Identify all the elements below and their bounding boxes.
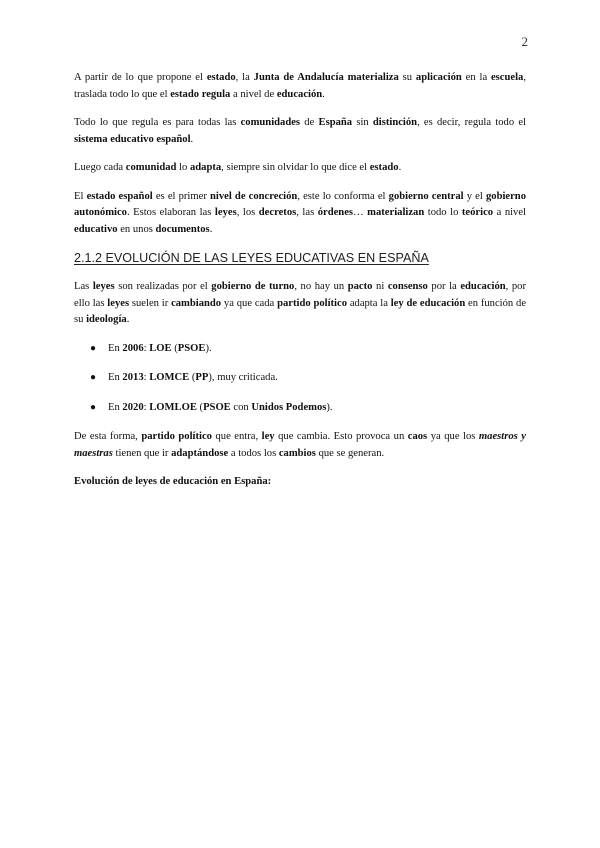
paragraph-comunidades: Todo lo que regula es para todas las comunidades de España sin distinción, es decir, regula todo el sistema educativo español. xyxy=(74,117,526,145)
bold-term: leyes xyxy=(92,281,115,292)
bold-term: ley xyxy=(261,431,275,442)
bold-term: LOMLOE xyxy=(149,401,197,413)
bold-term: ley de educación xyxy=(390,297,466,309)
bold-term: adapta xyxy=(189,162,222,173)
list-item-text: En 2020: LOMLOE (PSOE con Unidos Podemos). xyxy=(108,401,333,413)
paragraph-caos-maestros: De esta forma, partido político que entra, ley que cambia. Esto provoca un caos ya que los maestros y maestras tienen que ir adaptándose a todos los cambios que se generan. xyxy=(74,431,526,459)
bold-term: estado regula xyxy=(170,88,231,100)
bold-term: consenso xyxy=(387,281,428,292)
bold-term: adaptándose xyxy=(171,447,229,459)
bold-term: gobierno de turno xyxy=(211,281,295,292)
bold-term: gobierno central xyxy=(388,190,464,202)
list-item-text: En 2006: LOE (PSOE). xyxy=(108,342,212,354)
list-item xyxy=(74,400,526,417)
bold-term: documentos xyxy=(155,223,210,235)
page-number: 2 xyxy=(521,34,528,49)
bold-term: distinción xyxy=(372,117,418,128)
bold-term: educativo xyxy=(74,223,118,235)
bold-term: LOE xyxy=(149,342,172,354)
bold-term: gobierno autonómico xyxy=(74,190,526,218)
bold-term: caos xyxy=(407,431,428,442)
list-item xyxy=(74,370,526,387)
bold-term: partido político xyxy=(141,431,212,442)
bold-term: cambiando xyxy=(171,297,222,309)
bold-term: maestros y maestras xyxy=(74,431,526,459)
bold-term: 2020 xyxy=(122,401,144,413)
paragraph-niveles-concrecion: El estado español es el primer nivel de concreción, este lo conforma el gobierno central y el gobierno autonómico. Estos elaboran las leyes, los decretos, las órdenes… materializan todo lo teórico a nivel educativo en unos documentos. xyxy=(74,190,526,235)
paragraph-junta-andalucia: A partir de lo que propone el estado, la Junta de Andalucía materializa su aplicación en la escuela, traslada todo lo que el estado regula a nivel de educación. xyxy=(74,72,527,100)
bold-term: sistema educativo español xyxy=(74,133,191,145)
bold-term: Unidos Podemos xyxy=(251,401,327,413)
bold-term: pacto xyxy=(347,281,373,292)
bold-term: educación xyxy=(460,281,506,292)
bold-term: PSOE xyxy=(177,342,206,354)
bold-term: España xyxy=(318,117,353,128)
bold-term: Evolución de leyes de educación en España: xyxy=(74,476,272,487)
paragraph-comunidad-adapta: Luego cada comunidad lo adapta, siempre sin olvidar lo que dice el estado. xyxy=(74,162,402,173)
bold-term: Junta de Andalucía materializa xyxy=(253,72,399,83)
bold-term: PSOE xyxy=(203,401,231,413)
bold-term: partido político xyxy=(277,297,347,309)
bold-term: ideología xyxy=(86,314,127,325)
bold-term: aplicación xyxy=(415,72,462,83)
bold-term: estado español xyxy=(86,190,153,202)
bold-term: comunidad xyxy=(125,162,177,173)
bold-term: 2013 xyxy=(122,372,144,383)
bold-term: estado xyxy=(206,72,236,83)
section-heading: 2.1.2 EVOLUCIÓN DE LAS LEYES EDUCATIVAS EN ESPAÑA xyxy=(74,251,429,265)
bold-term: leyes xyxy=(214,207,237,218)
bold-term: 2006 xyxy=(122,342,144,354)
bold-term: escuela xyxy=(490,72,524,83)
bold-term: educación xyxy=(276,88,323,100)
bold-term: decretos xyxy=(258,207,297,218)
bold-term: órdenes xyxy=(317,207,354,218)
bold-term: cambios xyxy=(278,447,316,459)
bold-term: PP xyxy=(195,372,209,383)
bold-term: teórico xyxy=(461,207,494,218)
bold-term: LOMCE xyxy=(149,372,190,383)
bold-term: estado xyxy=(369,162,399,173)
paragraph-leyes-gobierno: Las leyes son realizadas por el gobierno de turno, no hay un pacto ni consenso por la educación, por ello las leyes suelen ir cambiando ya que cada partido político adapta la ley de educación en función de su ideología. xyxy=(74,281,527,325)
list-item xyxy=(74,341,526,358)
bullet-icon: ● xyxy=(90,401,97,413)
document-body xyxy=(74,70,526,503)
list-item-text: En 2013: LOMCE (PP), muy criticada. xyxy=(108,372,278,383)
subheading-evolucion xyxy=(74,474,526,491)
bold-term: leyes xyxy=(107,297,130,309)
laws-list xyxy=(74,341,526,417)
bold-term: comunidades xyxy=(240,117,301,128)
bold-term: nivel de concreción xyxy=(210,190,298,202)
bullet-icon: ● xyxy=(90,342,97,354)
bold-term: materializan xyxy=(367,207,425,218)
bullet-icon: ● xyxy=(90,372,97,383)
